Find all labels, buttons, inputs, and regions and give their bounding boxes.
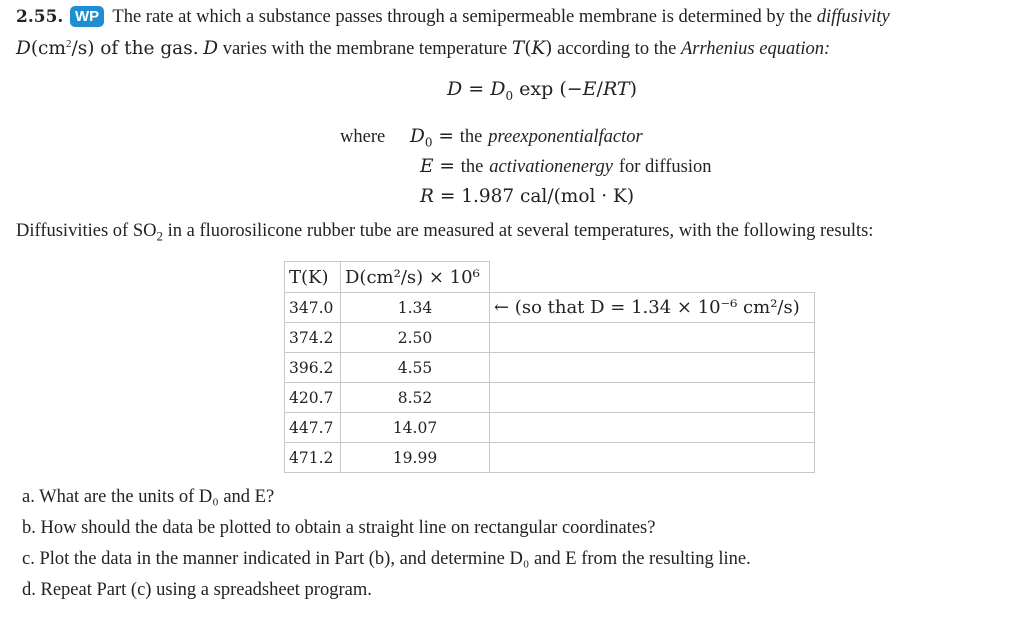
cell-diffusivity: 1.34 — [341, 293, 490, 323]
symbol-d: D — [16, 38, 31, 60]
cell-diffusivity: 2.50 — [341, 323, 490, 353]
cell-diffusivity: 14.07 — [341, 413, 490, 443]
table-row — [285, 353, 815, 383]
r-value: 1.987 cal/(mol · K) — [461, 186, 635, 207]
cell-empty — [490, 383, 815, 413]
equation-rhs-prefix: = $D_0$ — [468, 78, 514, 103]
question-a: a. What are the units of D₀ and E? — [22, 487, 275, 507]
problem-statement — [16, 4, 1016, 63]
question-list — [22, 482, 751, 606]
cell-empty — [490, 443, 815, 473]
table-row — [285, 413, 815, 443]
table-row — [285, 293, 815, 323]
symbol-k: (K) — [524, 38, 553, 60]
wp-badge[interactable]: WP — [70, 6, 104, 27]
header-diffusivity: D(cm²/s) × 10⁶ — [341, 262, 490, 293]
header-temperature: T(K) — [285, 262, 341, 293]
cell-empty — [490, 413, 815, 443]
cell-temperature: 471.2 — [285, 443, 341, 473]
cell-temperature: 347.0 — [285, 293, 341, 323]
cell-temperature: 420.7 — [285, 383, 341, 413]
cell-note: ← (so that D = 1.34 × 10⁻⁶ cm²/s) — [490, 293, 815, 323]
problem-number: 2.55. — [16, 7, 64, 27]
equation-lhs: D — [447, 78, 463, 100]
problem-text-1: The rate at which a substance passes through a semipermeable membrane is determined by the — [112, 7, 813, 27]
problem-text-3: varies with the membrane temperature — [222, 39, 508, 60]
table-header-row — [285, 262, 815, 293]
diffusivity-table — [284, 261, 815, 473]
arrhenius-equation — [447, 78, 637, 103]
diffusivity-term: diffusivity — [816, 7, 890, 27]
unit-suffix: /s) of the gas. — [71, 38, 199, 60]
problem-text-4: according to the — [557, 39, 677, 60]
cell-temperature: 374.2 — [285, 323, 341, 353]
table-row — [285, 443, 815, 473]
cell-diffusivity: 4.55 — [341, 353, 490, 383]
activation-energy-term: activationenergy — [489, 157, 613, 177]
symbol-d-2: D — [203, 38, 219, 60]
equation-rhs-body: exp (−E/RT) — [519, 78, 638, 100]
table-row — [285, 323, 815, 353]
cell-empty — [490, 323, 815, 353]
where-word: where — [340, 127, 386, 147]
table-intro: Diffusivities of $SO_2$ in a fluorosilicone rubber tube are measured at several temperatures, with the following results: — [16, 221, 874, 244]
unit-prefix: (cm — [30, 38, 66, 60]
unit-exponent: 2 — [65, 38, 72, 50]
cell-diffusivity: 8.52 — [341, 383, 490, 413]
preexponential-factor-term: preexponentialfactor — [488, 127, 643, 147]
cell-temperature: 396.2 — [285, 353, 341, 383]
table-row — [285, 383, 815, 413]
arrhenius-term: Arrhenius equation: — [680, 39, 831, 60]
question-d: d. Repeat Part (c) using a spreadsheet program. — [22, 580, 372, 600]
cell-temperature: 447.7 — [285, 413, 341, 443]
cell-empty — [490, 353, 815, 383]
cell-diffusivity: 19.99 — [341, 443, 490, 473]
question-c: c. Plot the data in the manner indicated in Part (b), and determine D₀ and E from the resulting line. — [22, 549, 751, 569]
symbol-t: T — [511, 38, 525, 60]
question-b: b. How should the data be plotted to obtain a straight line on rectangular coordinates? — [22, 518, 656, 538]
